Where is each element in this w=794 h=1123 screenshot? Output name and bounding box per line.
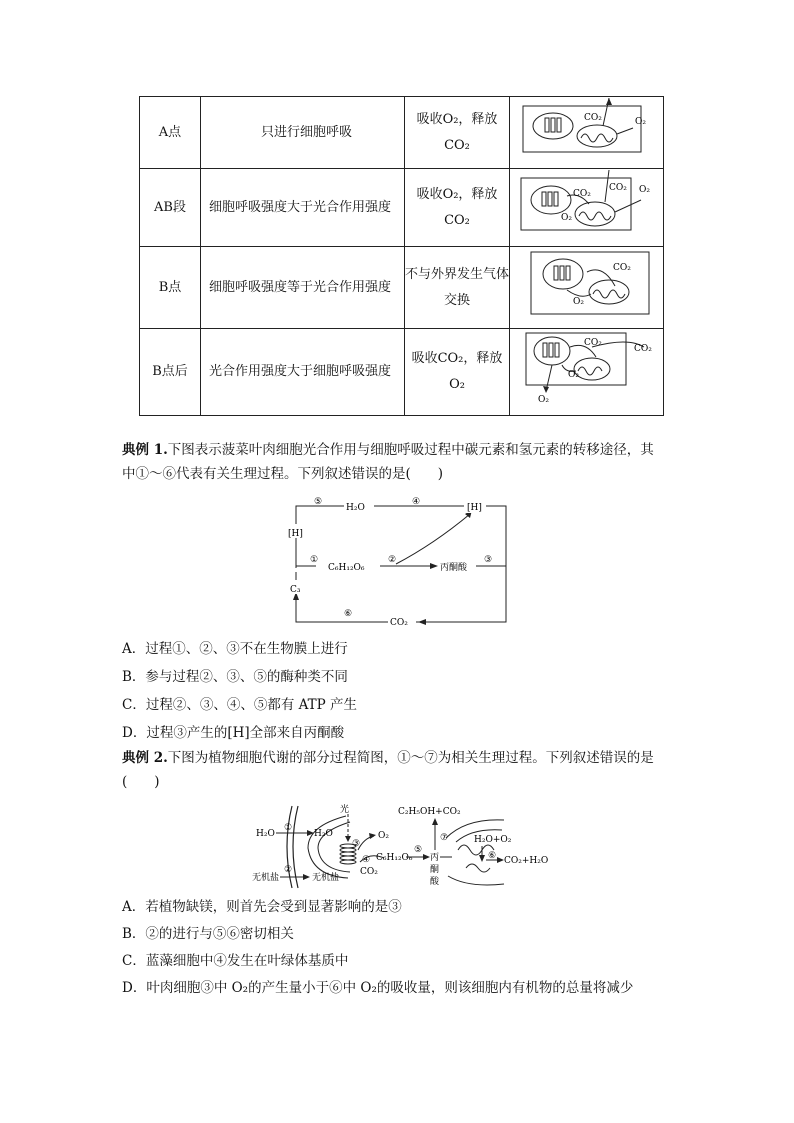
step1-label: ① — [284, 823, 293, 833]
option-c: C．蓝藻细胞中④发生在叶绿体基质中 — [122, 953, 349, 969]
example1-stem-line2: 中①～⑥代表有关生理过程。下列叙述错误的是( ) — [122, 466, 444, 482]
co2-label: CO₂ — [390, 618, 408, 626]
step2-label: ② — [388, 555, 397, 565]
o2-label: O₂ — [537, 395, 549, 405]
example1-stem-line1: 下图表示菠菜叶肉细胞光合作用与细胞呼吸过程中碳元素和氢元素的转移途径，其 — [167, 442, 654, 458]
pyruvate-char-3: 酸 — [430, 877, 440, 887]
step7-label: ⑦ — [440, 833, 449, 843]
desc-cell: 细胞呼吸强度等于光合作用强度 — [201, 247, 405, 329]
cell-diagram-after-b — [510, 329, 664, 416]
step6-label: ⑥ — [488, 851, 497, 861]
pyruvate-label: 丙酮酸 — [440, 563, 468, 573]
co2-label: CO₂ — [572, 188, 591, 199]
gas-cell: 不与外界发生气体交换 — [405, 247, 510, 329]
example1-stem — [122, 438, 682, 486]
gas-cell: 吸收O₂，释放CO₂ — [405, 169, 510, 247]
option-a: A．若植物缺镁，则首先会受到显著影响的是③ — [122, 899, 402, 915]
light-point-table — [139, 96, 664, 416]
point-cell: B点后 — [140, 329, 201, 416]
co2-label: CO₂ — [633, 344, 652, 354]
h-left-label: [H] — [288, 529, 303, 539]
h2o-inner-label: H₂O — [314, 829, 333, 839]
example2-stem-line1: 下图为植物细胞代谢的部分过程简图，①～⑦为相关生理过程。下列叙述错误的是 — [167, 750, 654, 766]
glucose-label: C₆H₁₂O₆ — [328, 563, 365, 573]
cell-diagram-b — [510, 247, 664, 329]
point-cell: AB段 — [140, 169, 201, 247]
option-c: C．过程②、③、④、⑤都有 ATP 产生 — [122, 697, 358, 713]
table-row — [140, 247, 664, 329]
h2o-label: H₂O — [346, 503, 365, 513]
point-cell: A点 — [140, 97, 201, 169]
h-top-label: [H] — [467, 503, 482, 513]
step3-label: ③ — [352, 839, 361, 849]
desc-cell: 只进行细胞呼吸 — [201, 97, 405, 169]
co2-label: CO₂ — [608, 182, 627, 193]
o2-label: O₂ — [378, 831, 389, 841]
cell-diagram-b-svg — [517, 248, 657, 318]
table-row — [140, 329, 664, 416]
mineral-outer-label: 无机盐 — [252, 873, 280, 883]
pyruvate-char-2: 酮 — [430, 865, 440, 875]
mineral-inner-label: 无机盐 — [312, 873, 340, 883]
example2-title: 典例 2. — [122, 750, 168, 766]
h2o-o2-label: H₂O+O₂ — [474, 835, 512, 845]
co2-label: CO₂ — [360, 867, 378, 877]
example2-options — [122, 895, 702, 1003]
step5-label: ⑤ — [414, 845, 423, 855]
point-cell: B点 — [140, 247, 201, 329]
option-b: B．②的进行与⑤⑥密切相关 — [122, 926, 294, 942]
desc-cell: 光合作用强度大于细胞呼吸强度 — [201, 329, 405, 416]
o2-label: O₂ — [638, 184, 650, 195]
step4-label: ④ — [362, 855, 371, 865]
example2-stem-line2: ( ) — [122, 774, 160, 790]
o2-label: O₂ — [634, 116, 646, 127]
h2o-outer-label: H₂O — [256, 829, 275, 839]
gas-cell: 吸收O₂，释放CO₂ — [405, 97, 510, 169]
example1-options — [122, 637, 682, 749]
example1-diagram — [284, 494, 514, 626]
option-a: A．过程①、②、③不在生物膜上进行 — [122, 641, 348, 657]
step5-label: ⑤ — [314, 497, 323, 507]
light-label: 光 — [340, 805, 350, 815]
example2-diagram — [252, 802, 554, 892]
ethanol-label: C₂H₅OH+CO₂ — [398, 807, 461, 817]
desc-cell: 细胞呼吸强度大于光合作用强度 — [201, 169, 405, 247]
step2-label: ② — [284, 865, 293, 875]
table-row — [140, 97, 664, 169]
co2-label: CO₂ — [612, 262, 631, 273]
o2-label: O₂ — [572, 296, 584, 307]
glucose-label: C₆H₁₂O₆ — [376, 853, 413, 863]
option-b: B．参与过程②、③、⑤的酶种类不同 — [122, 669, 348, 685]
c3-label: C₃ — [290, 585, 301, 595]
step1-label: ① — [310, 555, 319, 565]
pyruvate-char-1: 丙 — [430, 853, 440, 863]
step3-label: ③ — [484, 555, 493, 565]
o2-label: O₂ — [560, 212, 572, 223]
co2-label: CO₂ — [583, 338, 602, 348]
gas-cell: 吸收CO₂，释放O₂ — [405, 329, 510, 416]
cell-diagram-a-svg — [517, 98, 657, 158]
example2-stem — [122, 746, 682, 794]
option-d: D．叶肉细胞③中 O₂的产生量小于⑥中 O₂的吸收量，则该细胞内有机物的总量将减少 — [122, 980, 634, 996]
o2-label: O₂ — [567, 370, 579, 380]
option-d: D．过程③产生的[H]全部来自丙酮酸 — [122, 725, 345, 741]
example1-title: 典例 1. — [122, 442, 168, 458]
table-row — [140, 169, 664, 247]
co2-label: CO₂ — [583, 112, 602, 123]
step6-label: ⑥ — [344, 609, 353, 619]
step4-label: ④ — [412, 497, 421, 507]
cell-diagram-ab-svg — [517, 170, 657, 236]
cell-diagram-after-b-svg — [512, 329, 662, 405]
cell-diagram-a — [510, 97, 664, 169]
co2-h2o-label: CO₂+H₂O — [504, 856, 549, 866]
cell-diagram-ab — [510, 169, 664, 247]
